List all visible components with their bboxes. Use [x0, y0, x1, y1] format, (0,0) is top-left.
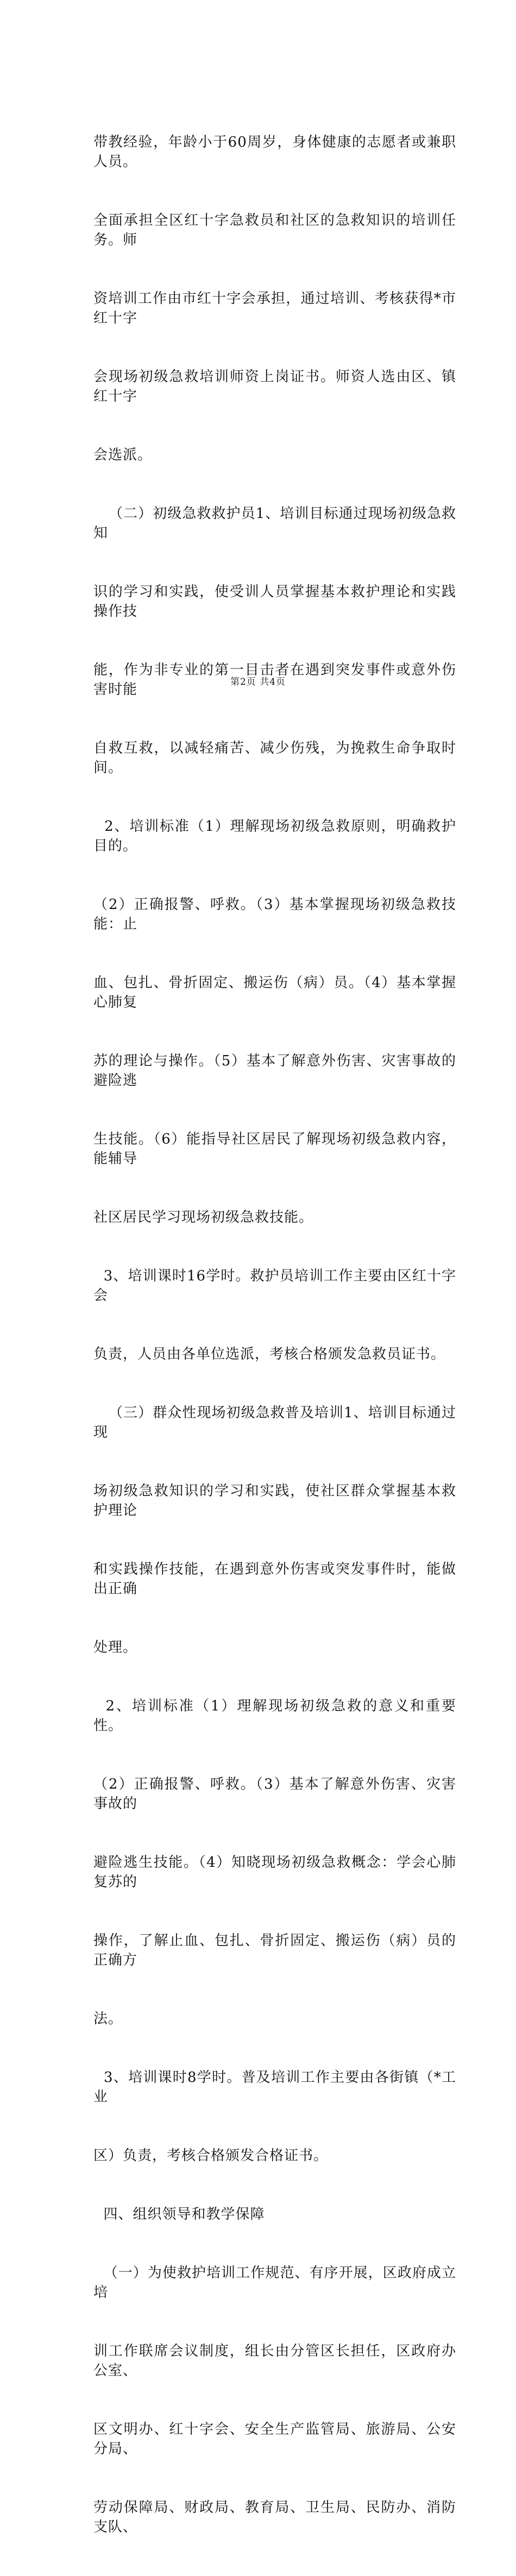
text-line: 操作，了解止血、包扎、骨折固定、搬运伤（病）员的正确方	[93, 1933, 456, 1968]
text-line: 生技能。（6）能指导社区居民了解现场初级急救内容，能辅导	[93, 1131, 456, 1167]
text-line: 区）负责，考核合格颁发合格证书。	[93, 2148, 329, 2164]
text-line: 社区居民学习现场初级急救技能。	[93, 1209, 314, 1226]
text-line: （2）正确报警、呼救。（3）基本了解意外伤害、灾害事故的	[93, 1776, 456, 1812]
text-line: 2、培训标准（1）理解现场初级急救的意义和重要性。	[93, 1698, 456, 1734]
text-line: 2、培训标准（1）理解现场初级急救原则，明确救护目的。	[93, 818, 457, 854]
text-line: 能，作为非专业的第一目击者在遇到突发事件或意外伤害时能	[93, 662, 456, 698]
text-line: （三）群众性现场初级急救普及培训1、培训目标通过现	[93, 1405, 457, 1441]
text-line: 劳动保障局、财政局、教育局、卫生局、民防办、消防支队、	[93, 2499, 456, 2535]
text-line: 苏的理论与操作。（5）基本了解意外伤害、灾害事故的避险逃	[93, 1053, 456, 1089]
text-line: 会选派。	[93, 447, 153, 463]
text-line: 3、培训课时16学时。救护员培训工作主要由区红十字会	[93, 1268, 456, 1304]
text-line: 区文明办、红十字会、安全生产监管局、旅游局、公安分局、	[93, 2421, 456, 2457]
text-line: 训工作联席会议制度，组长由分管区长担任，区政府办公室、	[93, 2343, 456, 2379]
text-line: 四、组织领导和教学保障	[93, 2206, 265, 2223]
text-line: 场初级急救知识的学习和实践，使社区群众掌握基本救护理论	[93, 1483, 456, 1519]
text-line: 会现场初级急救培训师资上岗证书。师资人选由区、镇红十字	[93, 369, 456, 405]
document-body	[93, 93, 456, 2576]
text-line: 法。	[93, 2011, 123, 2027]
text-line: （二）初级急救救护员1、培训目标通过现场初级急救知	[93, 506, 457, 541]
text-line: 血、包扎、骨折固定、搬运伤（病）员。（4）基本掌握心肺复	[93, 975, 456, 1011]
page-footer	[0, 675, 516, 689]
text-line: 自救互救，以减轻痛苦、减少伤残，为挽救生命争取时间。	[93, 740, 456, 776]
page-number-label: 第2页 共4页	[230, 677, 286, 687]
text-line: 识的学习和实践，使受训人员掌握基本救护理论和实践操作技	[93, 584, 456, 620]
text-line: 避险逃生技能。（4）知晓现场初级急救概念：学会心肺复苏的	[93, 1854, 456, 1890]
text-line: 带教经验，年龄小于60周岁，身体健康的志愿者或兼职人员。	[93, 134, 456, 170]
text-line: 和实践操作技能，在遇到意外伤害或突发事件时，能做出正确	[93, 1561, 456, 1597]
text-line: 全面承担全区红十字急救员和社区的急救知识的培训任务。师	[93, 212, 456, 248]
text-line: 处理。	[93, 1639, 138, 1656]
text-line: 3、培训课时8学时。普及培训工作主要由各街镇（*工业	[93, 2069, 457, 2105]
text-line: 资培训工作由市红十字会承担，通过培训、考核获得*市红十字	[93, 291, 456, 326]
text-line: 负责，人员由各单位选派，考核合格颁发急救员证书。	[93, 1346, 446, 1362]
text-line: （一）为使救护培训工作规范、有序开展，区政府成立培	[93, 2265, 456, 2301]
text-line: （2）正确报警、呼救。（3）基本掌握现场初级急救技能：止	[93, 896, 456, 932]
